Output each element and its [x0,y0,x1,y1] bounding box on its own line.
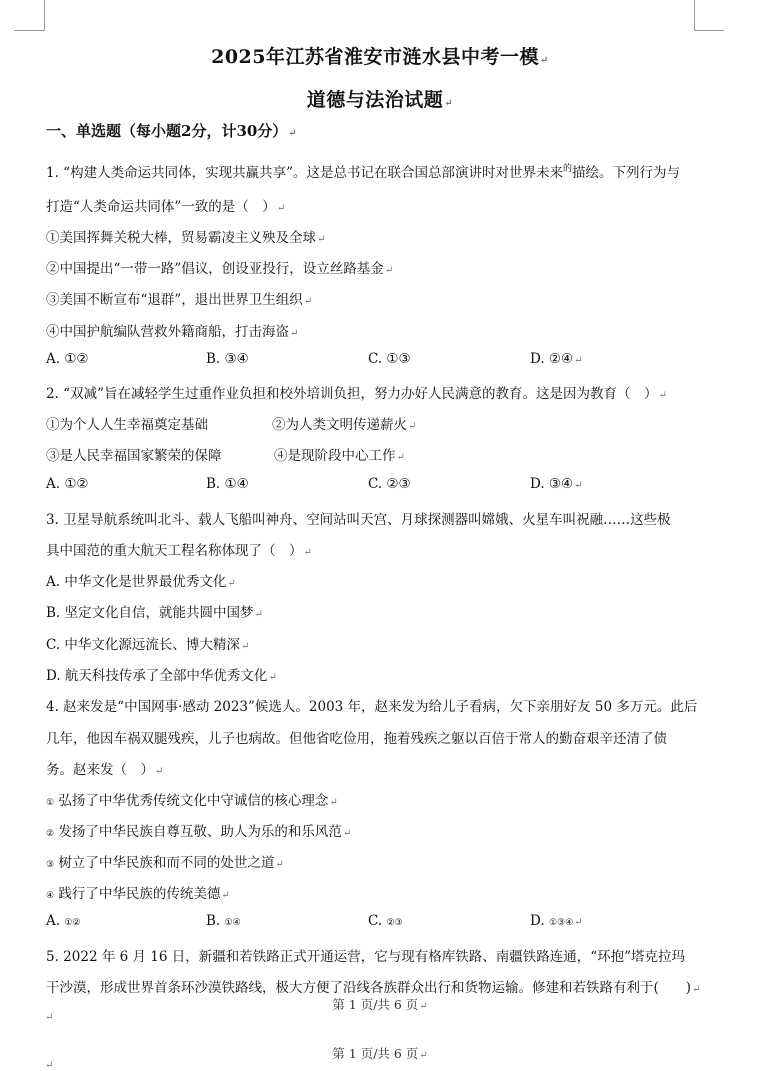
q4-option-c: C. ②③ [368,913,403,929]
page-footer: 第 1 页/共 6 页↵ [332,997,428,1012]
q4-stem-line-1: 4. 赵来发是“中国网事·感动 2023”候选人。2003 年，赵来发为给儿子看病，欠下亲朋好友 50 多万元。此后 [46,699,698,715]
document-title: 2025年江苏省淮安市涟水县中考一模↵ [211,46,549,68]
q5-stem-line-2: 干沙漠，形成世界首条环沙漠铁路线，极大方便了沿线各族群众出行和货物运输。修建和若铁路有利于( )↵ [46,980,701,996]
document-subtitle: 道德与法治试题↵ [306,89,454,111]
q2-option-a: A. ①② [46,476,89,492]
q3-option-a: A. 中华文化是世界最优秀文化↵ [46,574,236,590]
q4-option-b: B. ①④ [206,913,241,929]
q1-stem-line-1: 1. “构建人类命运共同体，实现共赢共享”。这是总书记在联合国总部演讲时对世界未来$^的$描绘。下列行为与 [46,164,680,181]
q4-item: ④ 践行了中华民族的传统美德↵ [46,886,230,902]
q1-option-a: A. ①② [46,351,89,367]
q1-option-b: B. ③④ [206,351,249,367]
q4-option-a: A. ①② [46,913,81,929]
q2-item: ③是人民幸福国家繁荣的保障 [46,448,222,464]
q1-stem-line-2: 打造“人类命运共同体”一致的是（ ）↵ [46,199,286,215]
q1-option-d: D. ②④↵ [530,351,583,367]
q1-option-c: C. ①③ [368,351,411,367]
q3-stem-line-1: 3. 卫星导航系统叫北斗、载人飞船叫神舟、空间站叫天宫、月球探测器叫嫦娥、火星车叫祝融……这些极 [46,512,671,528]
paragraph-mark: ↵ [45,1060,54,1071]
q2-item: ①为个人人生幸福奠定基础 [46,417,208,433]
q2-item: ②为人类文明传递薪火↵ [272,417,417,433]
crop-mark-top-left-horizontal [14,30,45,31]
q1-item: ④中国护航编队营救外籍商船，打击海盗↵ [46,324,299,340]
q3-stem-line-2: 具中国范的重大航天工程名称体现了（ ）↵ [46,543,312,559]
q3-option-b: B. 坚定文化自信，就能共圆中国梦↵ [46,605,263,621]
q5-stem-line-1: 5. 2022 年 6 月 16 日，新疆和若铁路正式开通运营，它与现有格库铁路、南疆铁路连通，“环抱”塔克拉玛 [46,949,686,965]
q2-option-b: B. ①④ [206,476,249,492]
q1-item: ③美国不断宣布“退群”，退出世界卫生组织↵ [46,292,313,308]
q2-stem: 2. “双减”旨在减轻学生过重作业负担和校外培训负担，努力办好人民满意的教育。这是因为教育（ ）↵ [46,386,667,402]
crop-mark-top-right-horizontal [694,30,724,31]
q2-item: ④是现阶段中心工作↵ [274,448,405,464]
crop-mark-top-right-vertical [694,0,695,30]
q4-item: ① 弘扬了中华优秀传统文化中守诚信的核心理念↵ [46,793,338,809]
q1-item: ①美国挥舞关税大棒，贸易霸凌主义殃及全球↵ [46,230,326,246]
q1-superscript-char: 的 [562,164,572,174]
crop-mark-top-left-vertical [44,0,45,30]
q4-stem-line-3: 务。赵来发（ ）↵ [46,762,164,778]
q2-option-c: C. ②③ [368,476,411,492]
section-heading: 一、单选题（每小题2分，计30分）↵ [46,122,297,140]
q1-item: ②中国提出“一带一路”倡议，创设亚投行，设立丝路基金↵ [46,261,394,277]
q3-option-c: C. 中华文化源远流长、博大精深↵ [46,637,250,653]
page-footer-repeat: 第 1 页/共 6 页↵ [332,1046,428,1061]
q4-item: ② 发扬了中华民族自尊互敬、助人为乐的和乐风范↵ [46,824,352,840]
q2-option-d: D. ③④↵ [530,476,583,492]
q4-item: ③ 树立了中华民族和而不同的处世之道↵ [46,855,284,871]
q4-option-d: D. ①③④↵ [530,913,583,929]
paragraph-mark: ↵ [45,1012,54,1023]
q3-option-d: D. 航天科技传承了全部中华优秀文化↵ [46,668,277,684]
q4-stem-line-2: 几年，他因车祸双腿残疾，儿子也病故。但他省吃俭用，拖着残疾之躯以百倍于常人的勤奋艰辛还清了债 [46,731,667,747]
